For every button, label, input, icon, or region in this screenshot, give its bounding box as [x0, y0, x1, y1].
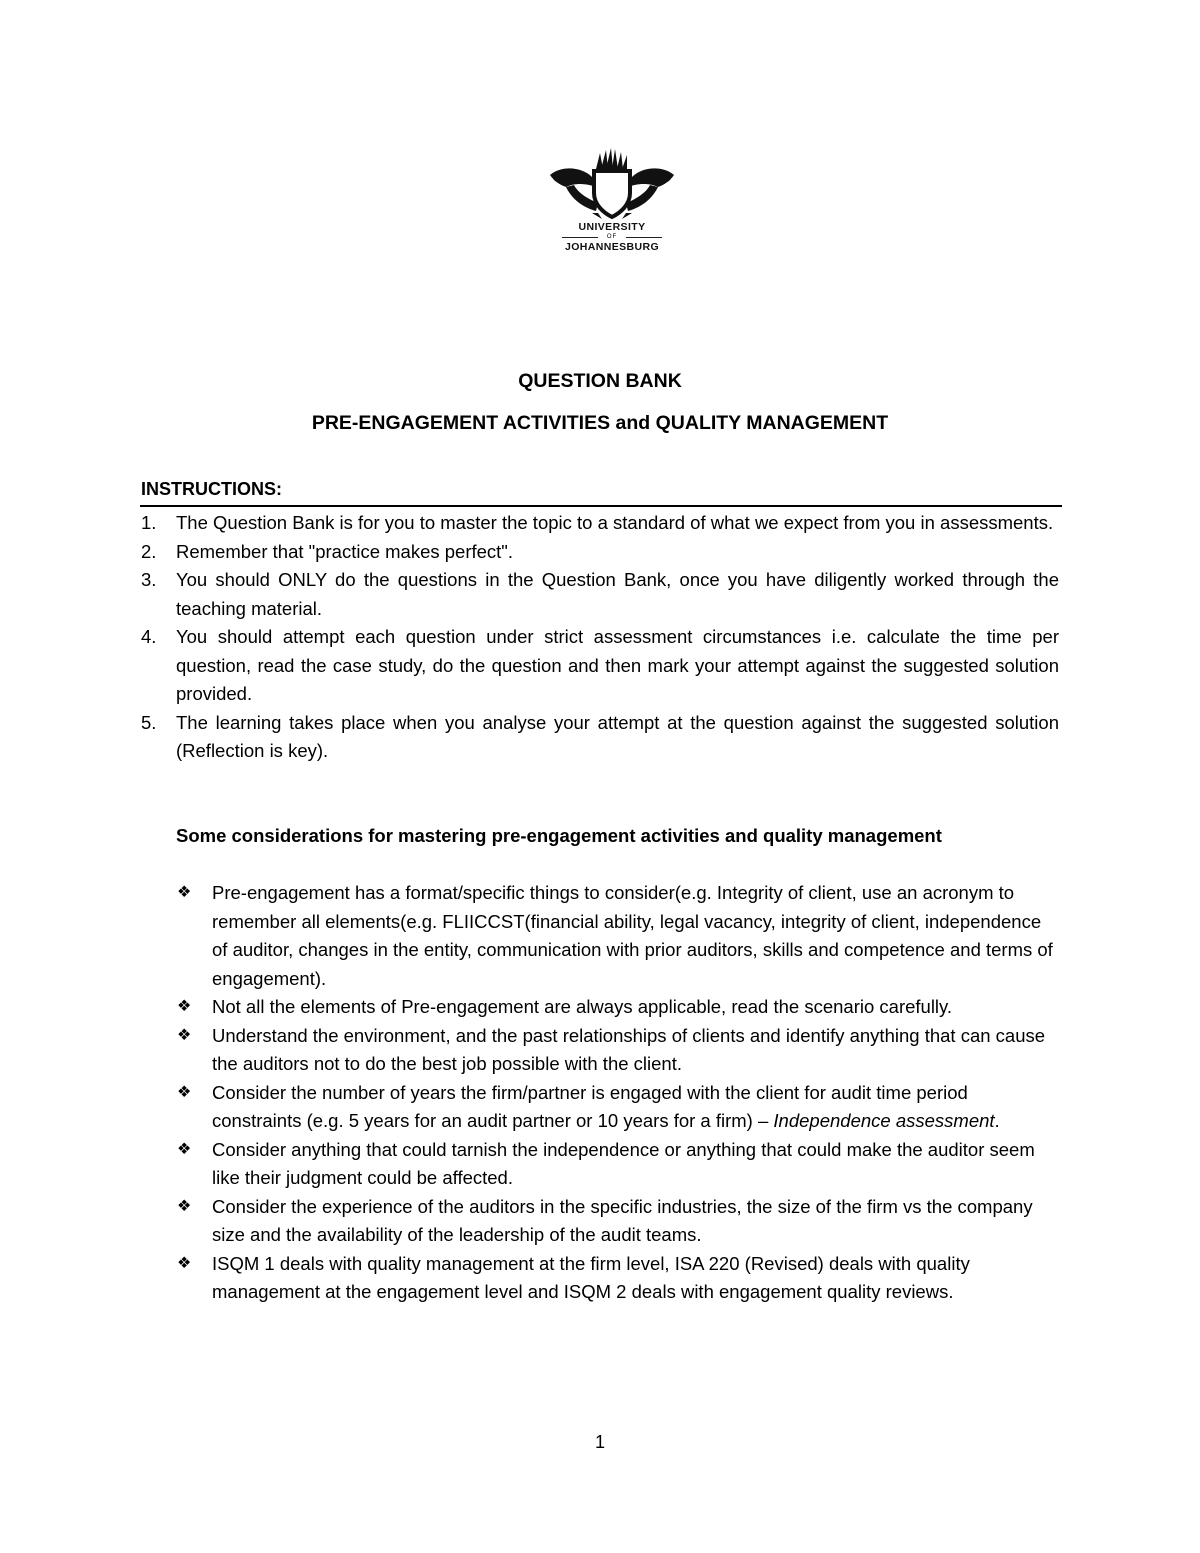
list-item-text: Consider the experience of the auditors in the specific industries, the size of the firm vs the company size and the availability of the leadership of the audit teams. [212, 1195, 1033, 1245]
list-item [141, 623, 1059, 709]
instructions-heading: INSTRUCTIONS: [141, 479, 282, 499]
logo-text-johannesburg: JOHANNESBURG [564, 241, 660, 253]
list-item-text: Pre-engagement has a format/specific things to consider(e.g. Integrity of client, use an acronym to remember all elements(e.g. FLIICCST(financial ability, legal vacancy, integrity of client, independence of auditor, changes in the entity, communication with prior auditors, skills and competence and terms of engagement). [212, 882, 1053, 989]
list-item-text: Consider anything that could tarnish the independence or anything that could make the auditor seem like their judgment could be affected. [212, 1138, 1035, 1188]
page-number: 1 [594, 1432, 605, 1452]
logo-text-of: OF [548, 233, 676, 241]
list-item-text: The learning takes place when you analyse your attempt at the question against the suggested solution (Reflection is key). [176, 711, 1059, 761]
document-title: QUESTION BANK [518, 370, 682, 392]
list-item [141, 566, 1059, 623]
list-item-text: Consider the number of years the firm/partner is engaged with the client for audit time period constraints (e.g. 5 years for an audit partner or 10 years for a firm) – [212, 1081, 968, 1131]
list-item-text: The Question Bank is for you to master the topic to a standard of what we expect from you in assessments. [176, 512, 1054, 533]
list-item [141, 709, 1059, 766]
coat-of-arms-icon [548, 147, 676, 221]
list-item [141, 509, 1059, 538]
list-number: 4. [141, 626, 157, 647]
list-item-text: Not all the elements of Pre-engagement are always applicable, read the scenario carefully. [212, 996, 953, 1017]
list-item-emphasis: Independence assessment [773, 1110, 995, 1131]
list-item [176, 1022, 1060, 1079]
diamond-bullet-icon: ❖ [177, 1254, 192, 1272]
list-item-text: ISQM 1 deals with quality management at the firm level, ISA 220 (Revised) deals with quality management at the engagement level and ISQM 2 deals with engagement quality reviews. [212, 1252, 970, 1302]
list-number: 2. [141, 540, 157, 562]
diamond-bullet-icon: ❖ [177, 1026, 192, 1044]
list-item-text: Remember that "practice makes perfect". [176, 540, 514, 562]
diamond-bullet-icon: ❖ [177, 998, 192, 1015]
diamond-bullet-icon: ❖ [177, 884, 192, 901]
list-item-text: You should ONLY do the questions in the Question Bank, once you have diligently worked through the teaching material. [176, 569, 1059, 619]
list-item [176, 1079, 1060, 1136]
considerations-heading: Some considerations for mastering pre-engagement activities and quality management [176, 825, 942, 846]
list-number: 3. [141, 569, 157, 590]
instructions-list [141, 509, 1059, 766]
list-item [176, 1193, 1060, 1250]
list-number: 1. [141, 512, 157, 533]
document-subtitle: PRE-ENGAGEMENT ACTIVITIES and QUALITY MANAGEMENT [311, 412, 889, 434]
list-item [176, 879, 1060, 993]
diamond-bullet-icon: ❖ [177, 1140, 192, 1158]
university-logo [548, 147, 676, 267]
considerations-list [176, 879, 1060, 1307]
diamond-bullet-icon: ❖ [177, 1083, 192, 1101]
list-item [176, 1136, 1060, 1193]
list-item [141, 538, 1059, 567]
list-number: 5. [141, 711, 157, 733]
heading-divider [140, 505, 1062, 507]
logo-text-university: UNIVERSITY [578, 221, 646, 233]
list-item-text-end: . [994, 1110, 1000, 1131]
list-item-text: You should attempt each question under strict assessment circumstances i.e. calculate the time per question, read the case study, do the question and then mark your attempt against the suggested solution provided. [176, 626, 1059, 704]
list-item [176, 1250, 1060, 1307]
list-item-text: Understand the environment, and the past relationships of clients and identify anything that can cause the auditors not to do the best job possible with the client. [212, 1024, 1046, 1074]
diamond-bullet-icon: ❖ [177, 1197, 192, 1215]
list-item [176, 993, 1060, 1022]
